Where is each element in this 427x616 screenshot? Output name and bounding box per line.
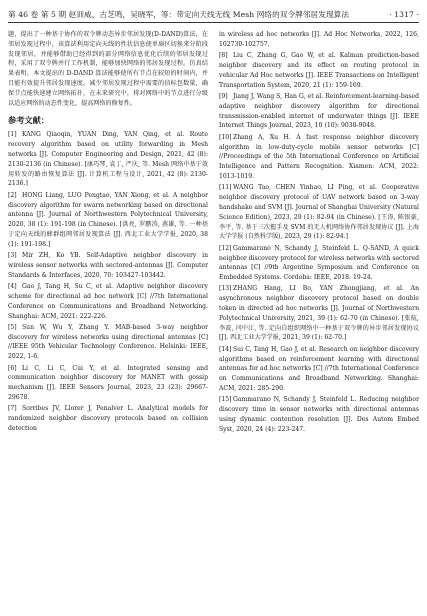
reference-number: [1]: [8, 131, 17, 139]
reference-number: [6]: [8, 364, 17, 372]
reference-number: [12]: [219, 244, 232, 252]
reference-text: Mir ZH, Ko YB. Self-Adaptive neighbor discovery in wireless sensor networks with sectored-antennas [J]. Computer Standards & Interfaces, 2020, 70: 103427-103442.: [8, 252, 208, 279]
reference-item: [8, 282, 208, 321]
reference-number: [15]: [219, 396, 232, 404]
header-journal-info: 第 46 卷 第 5 期 赵训威，古芝鸣，吴晓军，等：带定向天线无线 Mesh 网络的双令牌邻居发现算法: [8, 10, 350, 19]
reference-number: [10]: [219, 133, 232, 141]
reference-item: [219, 244, 419, 283]
reference-number: [14]: [219, 345, 232, 353]
reference-item: [8, 251, 208, 280]
intro-paragraph: 题，提出了一种基于协作的双令牌动态异步邻居发现(D-DAND)算法，在邻居发现过程中，该算法利用定向天线的性状信息使单扇区切换来分阶段发现邻居，并能够借助已经得到的部分网络信息优化后续的邻居发现过程，采用了双令牌并行工作机制，能够加快网络的邻居发现过程。仿真结果表明，本文提出的 D-DAND 算法能够使所有节点在较短的时间内，并且能有效提升邻居发现速度。减少邻居发现过程中需要的信标包数量，确保节点能快速建立网络拓扑，在未来研究中，将对网络中的节点进行分级以适应网络的动态性变化，提高网络的修复性。: [8, 31, 208, 107]
reference-text: Gao J, Tang H, Su C, et al. Adaptive neighbor discovery scheme for directional ad hoc network [C] //7th International Conference on Communications and Broadband Networking. Shanghai: ACM, 2021: 222-226.: [8, 283, 208, 320]
reference-number: [3]: [8, 252, 17, 260]
reference-item: [219, 284, 419, 343]
reference-text: Li C, Li C, Cui Y, et al. Integrated sensing and communication neighbor discovery for MANET with gossip mechanism [J]. IEEE Sensors Journal, 2023, 23 (23): 29667-29678.: [8, 364, 208, 402]
reference-number: [9]: [219, 92, 228, 100]
references-list-left: [8, 130, 208, 433]
reference-item: [219, 51, 419, 90]
reference-number: [13]: [219, 285, 232, 293]
reference-text: Liu C, Zhang G, Gao W, et al. Kalman prediction-based neighbor discovery and its effect on routing protocol in vehicular Ad Hoc networks [J]. IEEE Transactions on Intelligent Transportation System, 2020, 21 (1): 159-169.: [219, 52, 419, 89]
reference-item: [8, 364, 208, 403]
references-title: 参考文献：: [8, 115, 49, 126]
reference-number: [4]: [8, 283, 17, 291]
references-list-right: [219, 30, 419, 435]
reference-text: Zhang A, Xu H. A fast response neighbor discovery algorithm in low-duty-cycle mobile sensor networks [C] //Proceedings of the 5th International Conference on Artificial Intelligence and Pattern Recognition. Xiamen: ACM, 2022: 1013-1019.: [219, 133, 419, 180]
reference-text: Gammarano N, Schandy J, Steinfeld L. Reducing neighbor discovery time in sensor networks with directional antennas using dynamic contention resolution [J]. Des Autom Embed Syst, 2020, 24 (4): 223-247.: [219, 396, 419, 433]
reference-item: [219, 92, 419, 131]
reference-text: Sun W, Wu Y, Zhang Y. MAB-based 3-way neighbor discovery for wireless networks using directional antennas [C] //IEEE 95th Vehicular Technology Conference. Helsinki: IEEE, 2022, 1-6.: [8, 323, 208, 361]
header-page-number: · 1317 ·: [389, 10, 419, 19]
reference-item: [219, 345, 419, 394]
reference-text: KANG Qiaoqin, YUAN Ding, YAN Qing, et al. Route recovery algorithm based on utility forwarding in Mesh networks [J]. Computer Engineering and Design, 2021, 42 (8): 2130-2136 (in Chinese). [康巧琴, 袁丁, 严庆, 等. Mesh 网络中基于效用转发的路由恢复算法 [J]. 计算机工程与设计, 2021, 42 (8): 2130-2136.]: [8, 131, 208, 188]
running-header: [8, 8, 419, 23]
reference-text: Sorribes JV, Llorer J, Penalver L. Analytical models for randomized neighbor discovery protocols based on collision detection: [8, 405, 208, 433]
reference-number: [5]: [8, 323, 17, 331]
reference-text: Gammarano N, Schandy J, Steinfeld L. Q-SAND, A quick neighbor discovery protocol for wireless networks with sectored antennas [C] //9th Argentine Symposium and Conference on Embedded Systems. Cordoba: IEEE, 2018: 19-24.: [219, 244, 419, 282]
reference-item: [219, 133, 419, 182]
reference-text: WANG Tao, CHEN Yinhao, LI Ping, et al. Cooperative neighbor discovery protocol of UAV network based on 3-way handshake and SVM [J]. Journal of Shanghai University (Natural Science Edition), 2023, 29 (1): 82-94 (in Chinese). [王涛, 陈银豪, 李平, 等. 基于三次握手及 SVM 的无人机网络协作邻居发现协议 [J]. 上海大学学报 (自然科学版), 2023, 29 (1): 82-94.]: [219, 184, 419, 241]
reference-item: [8, 404, 208, 433]
right-column: [219, 30, 419, 436]
reference-number: [7]: [8, 405, 17, 413]
left-column: [8, 30, 208, 435]
reference-item: [219, 395, 419, 434]
reference-item: [8, 191, 208, 250]
reference-text: ZHANG Hang, LI Bo, YAN Zhongjiang, et al. An asynchronous neighbor discovery protocol based on double token in directed ad hoc networks [J]. Journal of Northwestern Polytechnical University, 2021, 39 (1): 62-70 (in Chinese). [张航, 李波, 闫中江, 等. 定向自组织网络中一种基于双令牌的异步邻居发现协议 [J]. 西北工业大学学报, 2021, 39 (1): 62-70.]: [219, 285, 419, 342]
reference-item: [8, 130, 208, 189]
reference-text: Sui C, Tang H, Gao J, et al. Research on neighbor discovery algorithms based on reinforcement learning with directional antennas for ad hoc networks [C] //7th International Conference on Communications and Broadband Networking. Shanghai: ACM, 2021: 285-290.: [219, 345, 419, 393]
reference-text: Jiang J, Wang S, Han G, et al. Reinforcement-learning-based adaptive neighbor discovery algorithm for directional transmission-enabled internet of underwater things [J]. IEEE Internet Things Journal, 2023, 10 (10): 9038-9048.: [219, 92, 419, 130]
reference-item: [8, 323, 208, 362]
reference-text: in wireless ad hoc networks [J]. Ad Hoc Networks, 2022, 126, 102730-102757.: [219, 31, 419, 48]
reference-item: [219, 30, 419, 50]
reference-text: HONG Liang, LUO Pengtao, YAN Xiong, et al. A neighbor discovery algorithm for swarm networking based on directional antenna [J]. Journal of Northwestern Polytechnical University, 2020, 38 (1): 191-198 (in Chinese). [洪亮, 罗鹏涛, 燕雄, 等. 一种基于定向天线的蜂群组网邻居发现算法 [J]. 西北工业大学学报, 2020, 38 (1): 191-198.]: [8, 191, 208, 248]
reference-item: [219, 183, 419, 242]
reference-number: [2]: [8, 191, 17, 199]
reference-number: [11]: [219, 184, 232, 192]
reference-number: [8]: [219, 52, 228, 60]
